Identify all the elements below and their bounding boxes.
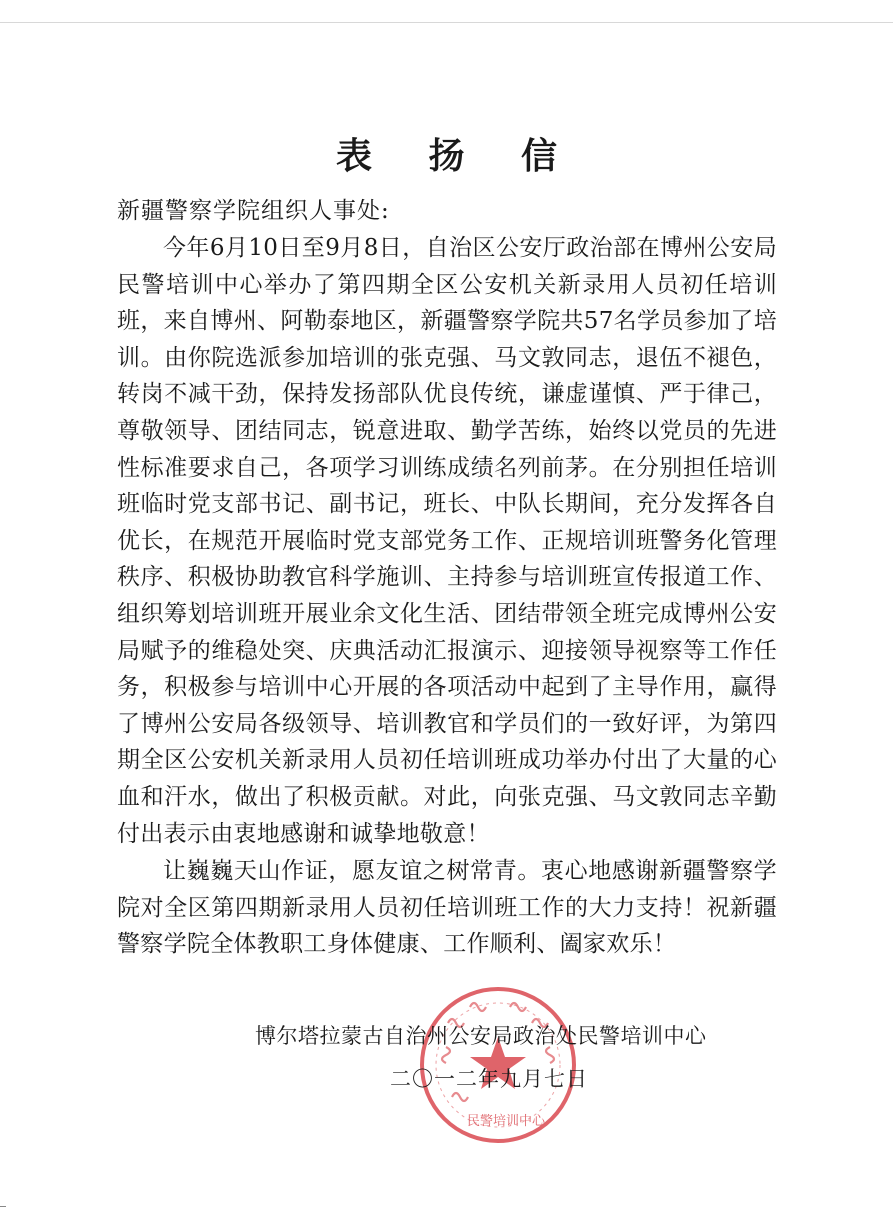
seal-label: 民警培训中心 [466, 1114, 546, 1129]
scan-edge-line [0, 22, 893, 23]
letter-body [117, 230, 777, 963]
body-paragraph-1: 今年6月10日至9月8日，自治区公安厅政治部在博州公安局民警培训中心举办了第四期全区公安机关新录用人员初任培训班，来自博州、阿勒泰地区，新疆警察学院共57名学员参加了培训。由你院选派参加培训的张克强、马文敦同志，退伍不褪色，转岗不减干劲，保持发扬部队优良传统，谦虚谨慎、严于律己，尊敬领导、团结同志，锐意进取、勤学苦练，始终以党员的先进性标准要求自己，各项学习训练成绩名列前茅。在分别担任培训班临时党支部书记、副书记，班长、中队长期间，充分发挥各自优长，在规范开展临时党支部党务工作、正规培训班警务化管理秩序、积极协助教官科学施训、主持参与培训班宣传报道工作、组织筹划培训班开展业余文化生活、团结带领全班完成博州公安局赋予的维稳处突、庆典活动汇报演示、迎接领导视察等工作任务，积极参与培训中心开展的各项活动中起到了主导作用，赢得了博州公安局各级领导、培训教官和学员们的一致好评，为第四期全区公安机关新录用人员初任培训班成功举办付出了大量的心血和汗水，做出了积极贡献。对此，向张克强、马文敦同志辛勤付出表示由衷地感谢和诚挚地敬意！ [117, 235, 777, 847]
body-paragraph-2: 让巍巍天山作证，愿友谊之树常青。衷心地感谢新疆警察学院对全区第四期新录用人员初任培训班工作的大力支持！祝新疆警察学院全体教职工身体健康、工作顺利、阖家欢乐！ [117, 858, 777, 958]
letter-title: 表 扬 信 [335, 135, 580, 177]
salutation: 新疆警察学院组织人事处: [117, 198, 390, 224]
signature-date: 二〇一二年九月七日 [390, 1067, 588, 1091]
signature-organization: 博尔塔拉蒙古自治州公安局政治处民警培训中心 [255, 1024, 707, 1048]
scan-edge-mark [0, 1206, 6, 1207]
